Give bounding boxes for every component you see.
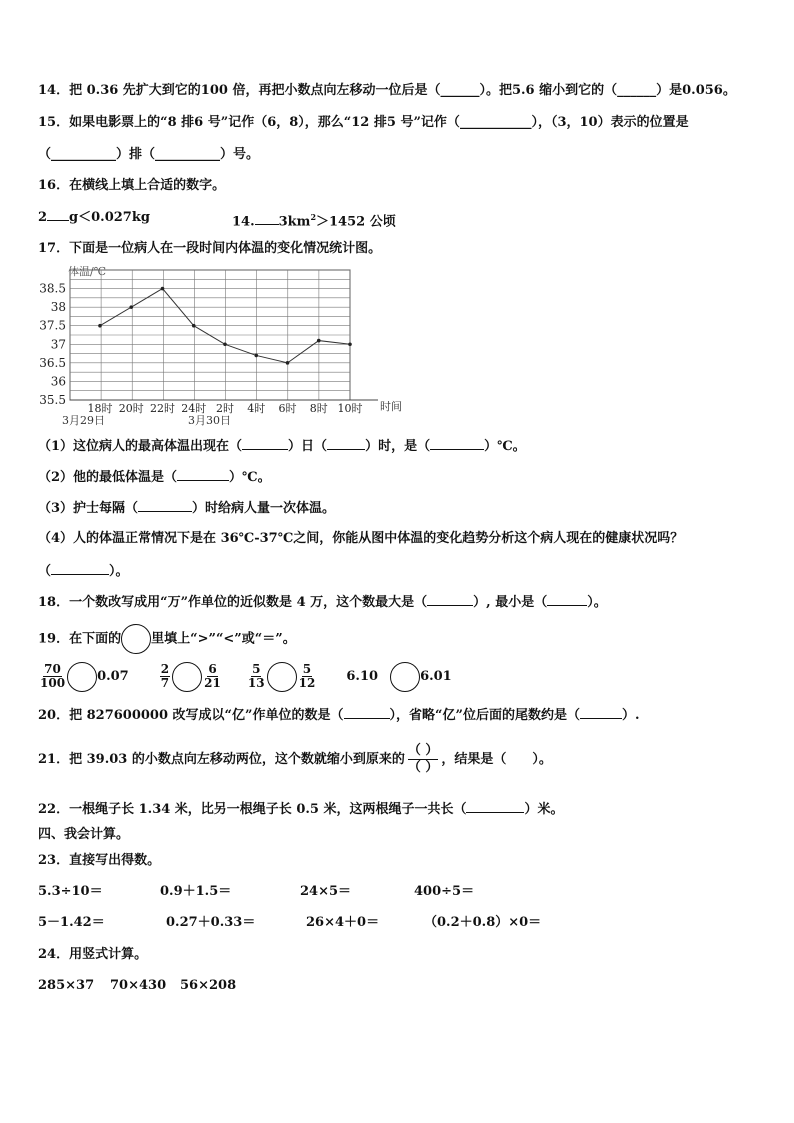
question-17-sub-4-answer <box>38 562 129 581</box>
q21-fraction-blank[interactable] <box>408 743 439 776</box>
q23-row-1-item-3: 24×5＝ <box>300 884 352 899</box>
question-18 <box>38 593 607 612</box>
x-tick-label: 2时 <box>216 402 234 415</box>
q20-text-b: ），省略“亿”位后面的尾数约是（ <box>389 708 580 723</box>
chart-x-axis <box>70 400 378 415</box>
q15-text-f: ）排（ <box>116 147 156 162</box>
frac-num: 70 <box>44 662 61 676</box>
y-tick-label: 35.5 <box>39 393 66 407</box>
compare-circle-2[interactable] <box>172 662 202 692</box>
q17-s1-d: ）℃。 <box>484 439 526 454</box>
section-4-heading: 四、我会计算。 <box>38 827 130 842</box>
question-19-title <box>38 624 296 654</box>
question-23-title: 23．直接写出得数。 <box>38 853 161 868</box>
q18-blank-2[interactable] <box>547 593 587 606</box>
frac-den: 100 <box>40 676 66 690</box>
chart-date-label-2: 3月30日 <box>188 414 231 427</box>
q17-s2-b: ）℃。 <box>229 470 271 485</box>
q14-text-c: ）。把5.6 缩小到它的（ <box>479 83 618 98</box>
question-16-title: 16．在横线上填上合适的数字。 <box>38 178 226 193</box>
compare-circle-3[interactable] <box>267 662 297 692</box>
q17-s1-blank-3[interactable] <box>430 437 484 450</box>
q20-text-a: 20．把 827600000 改写成以“亿”作单位的数是（ <box>38 708 344 723</box>
frac-den: 7 <box>160 676 170 690</box>
x-tick-label: 10时 <box>337 402 363 415</box>
frac-den: 21 <box>204 676 221 690</box>
q17-s1-b: ）日（ <box>288 439 328 454</box>
question-16-item-1 <box>38 208 150 227</box>
question-22 <box>38 800 564 819</box>
compare-circle-4[interactable] <box>390 662 420 692</box>
q16-p1-suffix: g＜0.027kg <box>69 210 150 225</box>
q21-text-b: ，结果是（ <box>441 752 507 767</box>
q15-text-a: 15．如果电影票上的“8 排6 号”记作（6，8），那么“12 排5 号”记作（ <box>38 115 460 130</box>
q24-item-3: 56×208 <box>180 978 237 993</box>
data-point <box>98 324 102 328</box>
q24-item-1: 285×37 <box>38 978 95 993</box>
data-point <box>161 287 165 291</box>
q23-row-1-item-1: 5.3÷10＝ <box>38 884 103 899</box>
q19-value-3: 6.01 <box>420 669 452 684</box>
q15-blank-1[interactable]: ___________ <box>459 115 532 130</box>
q21-frac-num: （ ） <box>407 743 439 758</box>
q23-row-2-item-1: 5－1.42＝ <box>38 915 105 930</box>
q17-s1-blank-1[interactable] <box>242 437 288 450</box>
q22-text-b: ）米。 <box>524 802 564 817</box>
q23-row-1-item-4: 400÷5＝ <box>414 884 475 899</box>
chart-y-axis <box>39 282 66 407</box>
question-14 <box>38 82 736 100</box>
q16-p2-prefix: 14. <box>232 214 255 230</box>
q18-text-b: ）, 最小是（ <box>473 595 548 610</box>
q18-blank-1[interactable] <box>427 593 473 606</box>
q15-blank-2[interactable]: __________ <box>51 147 117 162</box>
question-17-sub-3 <box>38 499 335 518</box>
q17-s1-a: （1）这位病人的最高体温出现在（ <box>38 439 243 454</box>
frac-num: 6 <box>208 662 217 676</box>
fraction-2-7 <box>160 663 170 690</box>
x-tick-label: 18时 <box>87 402 113 415</box>
q17-s4-close: ）。 <box>109 564 129 579</box>
q17-s2-blank[interactable] <box>177 468 229 481</box>
y-tick-label: 38.5 <box>39 281 66 296</box>
q21-text-c: ）。 <box>532 752 552 767</box>
q22-text-a: 22．一根绳子长 1.34 米，比另一根绳子长 0.5 米，这两根绳子一共长（ <box>38 802 467 817</box>
data-point <box>254 354 258 358</box>
y-tick-label: 36 <box>50 374 66 389</box>
chart-y-label: 体温/℃ <box>68 265 107 278</box>
q16-p2-sup: 2 <box>310 212 317 222</box>
q17-s3-b: ）时给病人量一次体温。 <box>192 501 336 516</box>
q15-text-h: ）号。 <box>220 147 260 162</box>
q23-row-2-item-3: 26×4＋0＝ <box>306 915 380 930</box>
compare-circle-sample <box>121 624 151 654</box>
q23-row-2-item-2: 0.27＋0.33＝ <box>166 915 256 930</box>
data-point <box>348 342 352 346</box>
question-16-item-2 <box>232 208 396 231</box>
q17-s3-blank[interactable] <box>138 499 192 512</box>
q17-s1-blank-2[interactable] <box>327 437 365 450</box>
q21-frac-den: （ ） <box>407 760 439 775</box>
q19-value-2: 6.10 <box>346 669 379 684</box>
q15-text-c: ），（3，10）表示的位置是 <box>531 115 689 130</box>
data-point <box>317 339 321 343</box>
x-tick-label: 8时 <box>309 402 328 415</box>
x-tick-label: 20时 <box>118 402 144 415</box>
x-tick-label: 4时 <box>247 402 266 415</box>
question-15-cont <box>38 146 259 164</box>
q19-value-1: 0.07 <box>97 669 129 684</box>
q17-s4-blank[interactable] <box>51 562 109 575</box>
q16-p2-suffix: ＞1452 公顷 <box>316 214 396 230</box>
q16-blank-2[interactable] <box>255 212 279 225</box>
x-tick-label: 6时 <box>278 402 297 415</box>
frac-den: 13 <box>247 676 265 690</box>
q15-blank-3[interactable]: __________ <box>155 147 221 162</box>
q24-item-2: 70×430 <box>110 978 167 993</box>
q14-text-a: 14．把 0.36 先扩大到它的100 倍，再把小数点向左移动一位后是（ <box>38 83 441 98</box>
y-tick-label: 37 <box>50 337 66 352</box>
question-19-items <box>38 660 452 694</box>
chart-date-label-1: 3月29日 <box>62 414 105 427</box>
q15-text-d: （ <box>38 147 52 162</box>
compare-circle-1[interactable] <box>67 662 97 692</box>
q22-blank[interactable] <box>466 800 524 813</box>
q18-text-c: ）。 <box>587 595 607 610</box>
q18-text-a: 18．一个数改写成用“万”作单位的近似数是 4 万，这个数最大是（ <box>38 595 428 610</box>
q16-p1-prefix: 2 <box>38 210 48 225</box>
q17-s3-a: （3）护士每隔（ <box>38 501 139 516</box>
question-21 <box>38 740 552 780</box>
question-17-sub-1 <box>38 437 526 456</box>
question-17-sub-2 <box>38 468 271 487</box>
q17-s2-a: （2）他的最低体温是（ <box>38 470 178 485</box>
fraction-6-21 <box>204 663 221 690</box>
y-tick-label: 36.5 <box>39 355 66 370</box>
question-15 <box>38 114 689 132</box>
q19-text-a: 19．在下面的 <box>38 631 122 647</box>
q20-blank-1[interactable] <box>344 706 390 719</box>
q21-text-a: 21．把 39.03 的小数点向左移动两位，这个数就缩小到原来的 <box>38 752 405 767</box>
frac-num: 5 <box>302 662 312 676</box>
q23-row-1-item-2: 0.9＋1.5＝ <box>160 884 232 899</box>
question-20 <box>38 706 640 725</box>
frac-num: 2 <box>160 662 170 676</box>
q20-blank-2[interactable] <box>580 706 622 719</box>
x-tick-label: 24时 <box>181 402 207 415</box>
x-tick-label: 22时 <box>150 402 175 415</box>
q16-p2-unit: 3km <box>278 214 311 230</box>
frac-den: 12 <box>298 676 316 690</box>
frac-num: 5 <box>252 662 261 676</box>
fraction-5-12 <box>299 663 316 690</box>
y-tick-label: 37.5 <box>39 318 66 333</box>
data-point <box>286 361 290 365</box>
q19-text-b: 里填上“>”“<”或“＝”。 <box>151 631 296 647</box>
question-17-title: 17．下面是一位病人在一段时间内体温的变化情况统计图。 <box>38 241 382 256</box>
data-point <box>129 305 133 309</box>
data-point <box>223 342 227 346</box>
chart-x-label: 时间 <box>380 400 402 413</box>
q23-row-2-item-4: （0.2＋0.8）×0＝ <box>424 915 542 930</box>
q14-text-e: ）是0.056。 <box>656 83 736 98</box>
y-tick-label: 38 <box>50 300 66 315</box>
q17-s4-open: （ <box>38 564 52 579</box>
q16-blank-1[interactable] <box>47 208 69 221</box>
q17-s1-c: ）时，是（ <box>365 439 431 454</box>
data-point <box>192 324 196 328</box>
q20-text-c: ）. <box>621 708 640 723</box>
temperature-chart <box>30 262 420 430</box>
fraction-70-100 <box>40 663 65 690</box>
q14-blank-2[interactable]: ______ <box>617 83 657 98</box>
fraction-5-13 <box>248 663 265 690</box>
q14-blank-1[interactable]: ______ <box>440 83 480 98</box>
question-24-title: 24．用竖式计算。 <box>38 947 148 962</box>
question-17-sub-4: （4）人的体温正常情况下是在 36℃-37℃之间，你能从图中体温的变化趋势分析这个病人现在的健康状况吗？ <box>38 531 684 546</box>
